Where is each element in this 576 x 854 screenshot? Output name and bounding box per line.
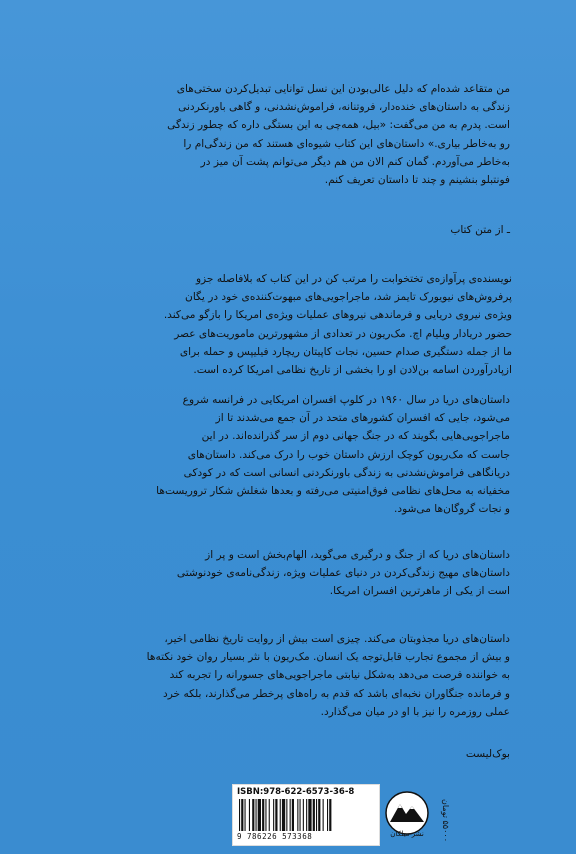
barcode-bar (316, 799, 317, 831)
barcode-bar (286, 799, 287, 831)
text-line: است از یکی از ماهرترین افسران امریکا. (329, 585, 510, 598)
barcode-bar (308, 799, 311, 831)
text-line: حضور دریادار ویلیام اچ. مک‌ریون در تعدادی از مشهورترین ماموریت‌های عصر (174, 327, 512, 340)
barcode-bar (300, 799, 301, 831)
barcode-number: 9 786226 573368 (237, 832, 313, 841)
barcode (232, 784, 380, 846)
barcode-bar (290, 799, 291, 831)
text-line: داستان‌های دریا در سال ۱۹۶۰ در کلوپ افسران امریکایی در فرانسه شروع (182, 394, 510, 406)
text-line: پرفروش‌های نیویورک تایمز شد، ماجراجویی‌های مبهوت‌کننده‌ی خود در یگان (185, 291, 512, 304)
barcode-bar (245, 799, 246, 831)
description-paragraph-2 (78, 391, 510, 518)
text-line: و فرمانده جنگاوران نخبه‌ای باشد که قدم به راه‌های پرخطر می‌گذارند، بلکه خرد (162, 687, 510, 700)
text-line: ویژه‌ی نیروی دریایی و فرماندهی نیروهای عملیات ویژه‌ی امریکا را بازگو می‌کند. (163, 309, 512, 322)
barcode-bars (239, 799, 373, 831)
barcode-bar (256, 799, 257, 831)
text-line: عملی روزمره را نیز با او در میان می‌گذارد. (320, 705, 510, 718)
barcode-bar (329, 799, 331, 831)
barcode-bar (282, 799, 285, 831)
barcode-bar (313, 799, 315, 831)
barcode-bar (275, 799, 277, 831)
quote-attribution: ـ از متن کتاب (450, 224, 510, 236)
barcode-bar (323, 799, 324, 831)
barcode-bar (306, 799, 307, 831)
barcode-bar (265, 799, 266, 831)
barcode-bar (292, 799, 294, 831)
text-line: ماجراجویی‌هایی بگویند که در جنگ جهانی دوم از سر گذرانده‌اند. در این (201, 430, 510, 443)
text-line: نویسنده‌ی پرآوازه‌ی تختخوابت را مرتب کن در این کتاب که بلافاصله جزو (195, 273, 512, 285)
text-line: داستان‌های دریا مجذوبتان می‌کند. چیزی است بیش از روایت تاریخ نظامی اخیر، (164, 633, 510, 645)
text-line: ما از جمله دستگیری صدام حسین، نجات کاپیتان ریچارد فیلیپس و حمله برای (179, 345, 512, 358)
barcode-bar (239, 799, 240, 831)
text-line: است. پدرم به من می‌گفت: «بیل، همه‌چی به این بستگی داره که چطور زندگی (167, 119, 510, 132)
text-line: به‌خاطر می‌آوردم. گمان کنم الان من هم دیگر می‌توانم پشت آن میز در (200, 155, 510, 168)
text-line: و نجات گروگان‌ها می‌شود. (393, 503, 510, 516)
barcode-bar (269, 799, 270, 831)
barcode-bar (252, 799, 254, 831)
barcode-bar (249, 799, 250, 831)
text-line: فونتبلو بنشینم و چند تا داستان تعریف کنم. (324, 174, 510, 187)
description-paragraph-3 (78, 546, 510, 601)
barcode-bar (241, 799, 243, 831)
barcode-bar (297, 799, 298, 831)
description-paragraph-1 (76, 270, 512, 379)
barcode-bar (258, 799, 261, 831)
text-line: داستان‌های مهیج زندگی‌کردن در دنیای عملیات ویژه، زندگی‌نامه‌ی خودنوشتی (176, 567, 510, 580)
barcode-bar (303, 799, 304, 831)
text-line: می‌شود، جایی که افسران کشورهای متحد در آن جمع می‌شدند تا از (215, 412, 510, 425)
text-line: دریانگاهی فراموش‌نشدنی به زندگی باورنکردنی انسانی است که در کودکی (183, 466, 510, 479)
barcode-bar (280, 799, 281, 831)
barcode-bar (262, 799, 264, 831)
text-line: جاست که مک‌ریون کوچک ارزش داستان خوب را درک می‌کند. داستان‌های (187, 448, 510, 461)
publisher-name: نشر میلکان (390, 830, 424, 838)
review-paragraph (78, 630, 510, 721)
text-line: زندگی به داستان‌های خنده‌دار، فروتنانه، فراموش‌نشدنی، و گاهی باورنکردنی (178, 101, 510, 114)
review-attribution: بوک‌لیست (465, 748, 510, 760)
text-line: مخفیانه به محل‌های نظامی فوق‌امنیتی می‌رفته و بعدها شغلش شکار تروریست‌ها (156, 485, 510, 498)
quote-paragraph (78, 80, 510, 189)
barcode-bar (327, 799, 328, 831)
text-line: و بیش از مجموع تجارب قابل‌توجه یک انسان. مک‌ریون با نثر بسیار روان خود نکته‌ها (146, 651, 510, 664)
text-line: رو به‌خاطر بیاری.» داستان‌های این کتاب شیوه‌ای هستند که من زندگی‌ام را (183, 137, 510, 150)
barcode-bar (273, 799, 274, 831)
text-line: به خواننده فرصت می‌دهد به‌شکل نیابتی ماجراجویی‌های جسورانه را تجربه کند (169, 669, 510, 682)
isbn-label: ISBN:978-622-6573-36-8 (237, 787, 355, 797)
barcode-bar (318, 799, 320, 831)
text-line: ازپادرآوردن اسامه بن‌لادن او را بخشی از تاریخ نظامی امریکا کرده است. (193, 364, 512, 377)
price-label: ۵۵۰۰۰ تومان (441, 799, 450, 842)
text-line: داستان‌های دریا که از جنگ و درگیری می‌گوید، الهام‌بخش است و پر از (205, 549, 510, 561)
text-line: من متقاعد شده‌ام که دلیل عالی‌بودن این نسل توانایی تبدیل‌کردن سختی‌های (176, 83, 510, 95)
